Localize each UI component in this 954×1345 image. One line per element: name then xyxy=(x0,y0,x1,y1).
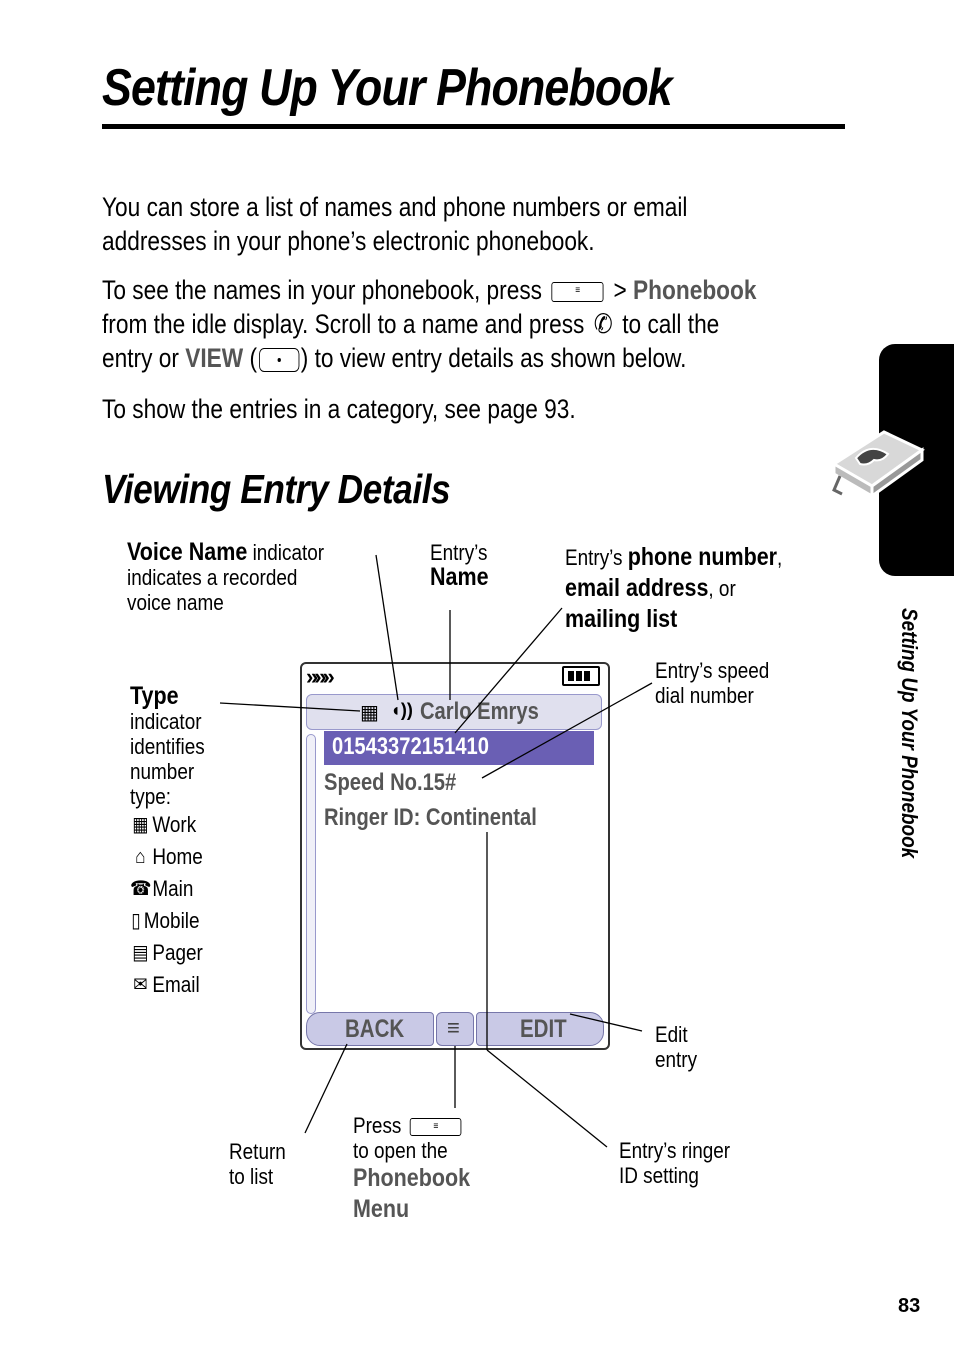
intro-paragraph-1: You can store a list of names and phone numbers or email addresses in your phone’s electronic phonebook. xyxy=(102,192,688,256)
section-heading: Viewing Entry Details xyxy=(102,466,451,512)
home-icon: ⌂ xyxy=(135,846,146,868)
type-item-work: ▦ Work xyxy=(130,809,205,841)
intro-paragraph-2: To see the names in your phonebook, press ≡ > Phonebook from the idle display. Scroll to a name and press ✆ to call the entry or VIEW ( ) to view entry details as shown below. xyxy=(102,275,757,373)
type-item-pager: ▤ Pager xyxy=(130,937,205,969)
type-item-main: ☎ Main xyxy=(130,876,194,901)
type-item-mobile: ▯ Mobile xyxy=(131,908,200,933)
edit-entry-callout: Edit entry xyxy=(655,1022,698,1072)
menu-icon: ≡ xyxy=(447,1015,460,1040)
menu-key-icon: ≡ xyxy=(410,1118,462,1136)
signal-strength-icon: »»» xyxy=(306,664,331,689)
phonebook-menu-label: Phonebook xyxy=(633,275,757,305)
main-phone-icon: ☎ xyxy=(130,878,152,900)
ringer-id: Ringer ID: Continental xyxy=(324,804,537,831)
back-softkey-label: BACK xyxy=(345,1015,405,1043)
pager-icon: ▤ xyxy=(132,942,149,964)
side-tab-text: Setting Up Your Phonebook xyxy=(897,608,922,859)
mobile-icon: ▯ xyxy=(131,910,141,932)
page-number: 83 xyxy=(898,1295,921,1317)
work-icon: ▦ xyxy=(132,814,149,836)
phonebook-menu-callout: Press ≡ to open the Phonebook Menu xyxy=(353,1113,471,1223)
entry-name: Carlo Emrys xyxy=(420,698,539,725)
entry-number: 01543372151410 xyxy=(332,733,489,760)
entry-name-callout: Entry’s Name xyxy=(430,540,489,591)
return-callout: Return to list xyxy=(229,1139,286,1189)
send-key-icon: ✆ xyxy=(593,309,613,339)
speed-dial-callout: Entry’s speed dial number xyxy=(655,658,770,708)
edit-softkey-label: EDIT xyxy=(520,1015,567,1043)
menu-key-icon: ≡ xyxy=(552,282,604,302)
phone-number-callout: Entry’s phone number, email address, or mailing list xyxy=(565,543,783,633)
work-type-icon: ▦ xyxy=(360,702,379,724)
view-softkey-label: VIEW xyxy=(185,343,244,373)
intro-paragraph-3: To show the entries in a category, see page 93. xyxy=(102,394,576,424)
page-title: Setting Up Your Phonebook xyxy=(102,59,672,117)
voice-name-icon: ◖)) xyxy=(390,700,413,720)
email-icon: ✉ xyxy=(133,974,148,996)
type-item-email: ✉ Email xyxy=(130,969,205,1001)
speed-dial-number: Speed No.15# xyxy=(324,769,457,796)
voice-name-callout: Voice Name indicator indicates a recorded voice name xyxy=(127,538,325,615)
ringer-callout: Entry’s ringer ID setting xyxy=(619,1138,731,1188)
type-callout: Type indicator identifies number type: ▦ Work ⌂ Home ☎ Main ▯ Mobile ▤ Pager ✉ Email xyxy=(130,684,217,1001)
type-item-home: ⌂ Home xyxy=(130,841,205,873)
